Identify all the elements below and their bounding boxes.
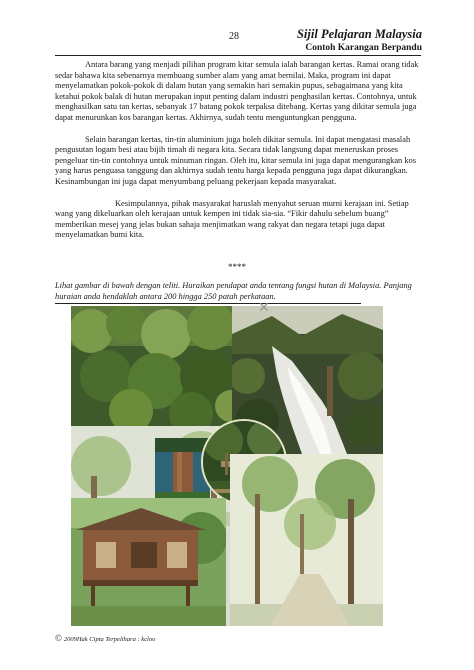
section-separator: **** xyxy=(228,262,246,272)
forest-path-photo xyxy=(230,454,383,626)
chalet-photo xyxy=(71,498,226,626)
paragraph-3: Kesimpulannya, pihak masyarakat haruslah menyahut seruan murni kerajaan ini. Setiap wang yang dikeluarkan oleh kerajaan untuk kempen ini tidak sia-sia. “Fikir dahulu sebelum buang” memberikan mesej yang jelas bukan sahaja menjimatkan wang rakyat dan negara tetapi juga dapat menyelamatkan bumi kita. xyxy=(55,198,409,240)
question-instruction: Lihat gambar di bawah dengan teliti. Huraikan pendapat anda tentang fungsi hutan di Malaysia. Panjang huraian anda hendaklah antara 200 hingga 250 patah perkataan. xyxy=(55,281,412,301)
paragraph-1: Antara barang yang menjadi pilihan program kitar semula ialah barangan kertas. Ramai orang tidak sedar bahawa kita sebenarnya membuang sumber alam yang amat bernilai. Maka, program ini dapat menyelamatkan pokok-pokok di dalam hutan yang semakin hari semakin pupus, sebagaimana yang kita ketahui pokok balak di hutan merupakan input penting dalam industri penghasilan kertas. Contohnya, untuk menghasilkan satu tan kertas, sebanyak 17 batang pokok terpaksa ditebang. Kertas yang dikitar semula juga dapat menurunkan kos barangan kertas. Akhirnya, sudah tentu menguntungkan pengguna. xyxy=(55,60,419,122)
footer-text: 2009Hak Cipta Terpelihara : kcloo xyxy=(63,636,156,643)
forest-path-image xyxy=(230,454,383,626)
header-rule xyxy=(55,55,421,56)
chalet-image xyxy=(71,498,226,626)
watermark-mark: ✕ xyxy=(258,301,270,316)
forest-canopy-photo xyxy=(71,306,241,426)
page-footer xyxy=(55,633,155,643)
essay-body xyxy=(55,60,423,252)
page-number: 28 xyxy=(229,31,239,42)
forest-canopy-image xyxy=(71,306,241,426)
document-brand: Sijil Pelajaran Malaysia xyxy=(296,27,422,41)
paragraph-2: Selain barangan kertas, tin-tin aluminium juga boleh dikitar semula. Ini dapat mengatasi masalah pengusutan logam besi atau bijih timah di negara kita. Secara tidak langsung dapat meneruskan proses pengeluar tin-tin contohnya untuk minuman ringan. Oleh itu, kitar semula ini juga dapat mengurangkan kos yang harus penguasa tanggung dan akhirnya sudah tentu harga kepada pengguna juga dapat dikurangkan. Kesinambungan ini juga dapat menyumbang peluang pekerjaan kepada masyarakat. xyxy=(55,134,416,186)
document-subtitle: Contoh Karangan Berpandu xyxy=(305,43,422,53)
instruction-underline xyxy=(55,303,361,304)
copyright-symbol: © xyxy=(55,633,62,643)
